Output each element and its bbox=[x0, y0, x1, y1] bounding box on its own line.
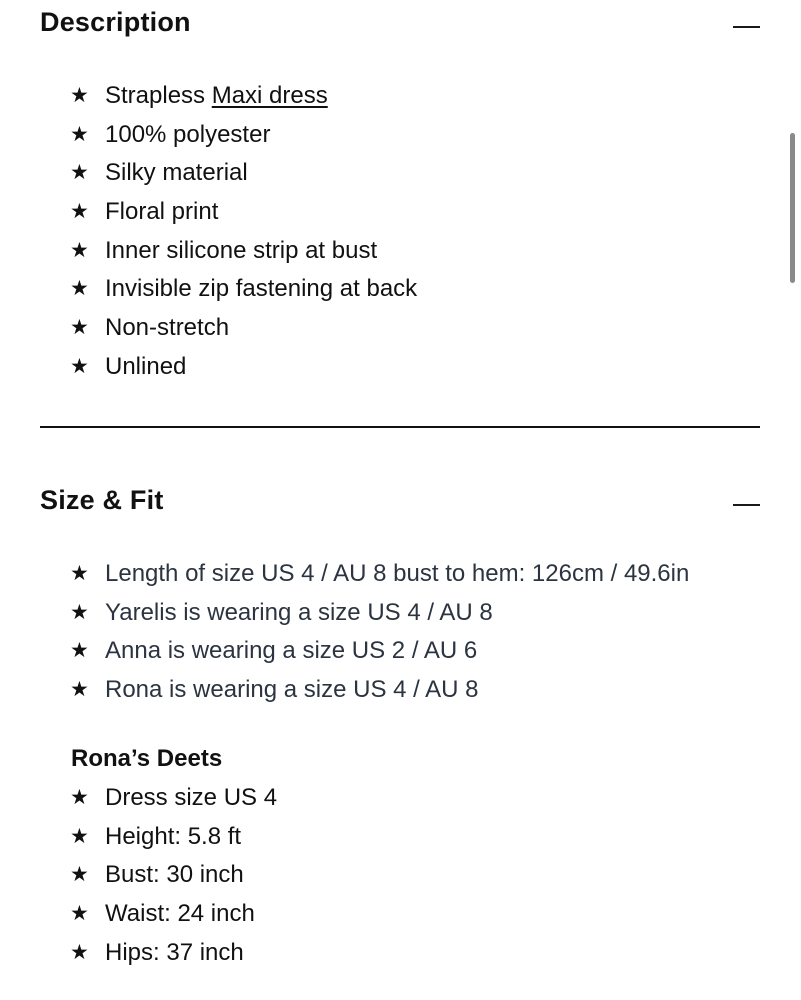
list-item bbox=[40, 895, 760, 934]
list-item bbox=[40, 934, 760, 973]
list-item-text: Yarelis is wearing a size US 4 / AU 8 bbox=[105, 598, 493, 626]
star-icon: ★ bbox=[70, 786, 89, 809]
list-item-text: Non-stretch bbox=[105, 314, 230, 342]
list-item bbox=[40, 116, 760, 155]
list-item-text: Hips: 37 inch bbox=[105, 938, 244, 966]
section-divider bbox=[40, 426, 760, 428]
star-icon: ★ bbox=[70, 238, 89, 262]
collapse-minus-icon[interactable] bbox=[733, 26, 760, 28]
list-item bbox=[40, 856, 760, 895]
scrollbar-thumb[interactable] bbox=[790, 133, 795, 283]
list-item bbox=[40, 594, 760, 633]
description-list bbox=[40, 77, 760, 387]
list-item-text: Floral print bbox=[105, 198, 219, 226]
star-icon: ★ bbox=[70, 863, 89, 887]
list-item-text: Invisible zip fastening at back bbox=[105, 275, 418, 303]
star-icon: ★ bbox=[70, 824, 89, 848]
size-fit-list bbox=[40, 555, 760, 710]
star-icon: ★ bbox=[70, 562, 89, 585]
list-item bbox=[40, 270, 760, 309]
star-icon: ★ bbox=[70, 316, 89, 340]
list-item-text: Inner silicone strip at bust bbox=[105, 236, 378, 264]
star-icon: ★ bbox=[70, 354, 89, 378]
list-item bbox=[40, 671, 760, 710]
star-icon: ★ bbox=[70, 277, 89, 301]
list-item-text: Silky material bbox=[105, 159, 248, 187]
size-fit-section bbox=[40, 480, 760, 520]
maxi-dress-link[interactable]: Maxi dress bbox=[211, 82, 328, 109]
size-fit-title: Size & Fit bbox=[40, 485, 164, 515]
description-section bbox=[40, 2, 760, 42]
list-item-text: 100% polyester bbox=[105, 120, 271, 148]
star-icon: ★ bbox=[70, 200, 89, 224]
list-item-text: Bust: 30 inch bbox=[105, 861, 244, 889]
list-item-text: Strapless bbox=[105, 82, 212, 109]
star-icon: ★ bbox=[70, 84, 89, 107]
list-item bbox=[40, 77, 760, 116]
star-icon: ★ bbox=[70, 678, 89, 702]
deets-list bbox=[40, 779, 760, 972]
list-item-text: Anna is wearing a size US 2 / AU 6 bbox=[105, 637, 478, 665]
size-fit-header[interactable] bbox=[40, 480, 760, 520]
list-item bbox=[40, 154, 760, 193]
star-icon: ★ bbox=[70, 122, 89, 146]
list-item bbox=[40, 309, 760, 348]
list-item-text: Length of size US 4 / AU 8 bust to hem: 126cm / 49.6in bbox=[105, 560, 690, 587]
list-item bbox=[40, 348, 760, 387]
star-icon: ★ bbox=[70, 639, 89, 663]
star-icon: ★ bbox=[70, 161, 89, 185]
deets-heading: Rona’s Deets bbox=[71, 745, 223, 772]
star-icon: ★ bbox=[70, 600, 89, 624]
list-item-text: Waist: 24 inch bbox=[105, 900, 255, 928]
list-item bbox=[40, 632, 760, 671]
list-item bbox=[40, 555, 760, 594]
list-item bbox=[40, 779, 760, 818]
star-icon: ★ bbox=[70, 940, 89, 964]
description-title: Description bbox=[40, 7, 191, 37]
list-item-text: Height: 5.8 ft bbox=[105, 822, 242, 850]
list-item-text: Rona is wearing a size US 4 / AU 8 bbox=[105, 676, 479, 704]
list-item bbox=[40, 232, 760, 271]
list-item-text: Dress size US 4 bbox=[105, 784, 278, 811]
list-item bbox=[40, 193, 760, 232]
star-icon: ★ bbox=[70, 902, 89, 926]
list-item-text: Unlined bbox=[105, 352, 187, 380]
list-item bbox=[40, 818, 760, 857]
description-header[interactable] bbox=[40, 2, 760, 42]
collapse-minus-icon[interactable] bbox=[733, 504, 760, 506]
